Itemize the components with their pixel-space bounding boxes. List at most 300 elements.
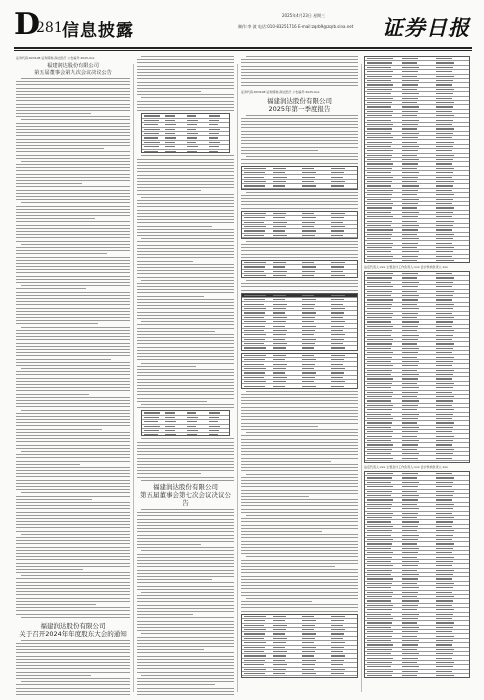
text-line — [137, 451, 234, 452]
text-line — [241, 448, 358, 449]
text-line — [21, 119, 130, 120]
text-line — [241, 137, 358, 138]
table-cell — [367, 120, 391, 121]
table-cell — [244, 262, 266, 263]
table-cell — [436, 458, 451, 459]
text-line — [16, 145, 130, 146]
text-line — [137, 525, 234, 526]
table-cell — [402, 596, 417, 597]
table-cell — [367, 508, 391, 509]
text-line — [16, 594, 130, 595]
table-cell — [436, 150, 451, 151]
financial-statement-table — [364, 56, 470, 263]
table-cell — [367, 286, 393, 287]
table-cell — [367, 449, 392, 450]
table-cell — [402, 177, 418, 178]
table-cell — [367, 146, 391, 147]
table-cell — [402, 640, 419, 641]
table-cell — [436, 427, 452, 428]
table-cell — [302, 664, 315, 665]
table-cell — [436, 357, 453, 358]
table-cell — [331, 304, 343, 305]
table-cell — [367, 409, 392, 410]
table-cell — [436, 473, 451, 474]
text-line — [16, 537, 130, 538]
text-line — [141, 509, 234, 510]
table-cell — [302, 262, 314, 263]
text-line — [137, 356, 234, 357]
table-cell — [367, 458, 393, 459]
table-cell — [244, 326, 264, 327]
table-cell — [187, 115, 196, 116]
table-cell — [367, 548, 391, 549]
text-line — [137, 531, 234, 532]
table-cell — [402, 427, 419, 428]
table-cell — [367, 574, 391, 575]
table-cell — [187, 412, 196, 413]
table-cell — [402, 513, 418, 514]
table-cell — [402, 93, 419, 94]
company-name: 福建润达股份有限公司 — [40, 621, 106, 630]
table-cell — [436, 658, 451, 659]
table-cell — [436, 221, 453, 222]
text-line — [137, 286, 234, 287]
table-cell — [402, 458, 418, 459]
text-line — [16, 598, 130, 599]
text-line — [246, 280, 358, 281]
body-text — [137, 509, 234, 696]
company-name: 福建润达股份有限公司 — [153, 483, 218, 491]
table-cell — [331, 312, 344, 313]
table-cell — [367, 636, 392, 637]
table-cell — [367, 587, 391, 588]
text-line — [137, 104, 234, 105]
table-cell — [273, 616, 286, 617]
text-line — [137, 200, 234, 201]
text-line — [137, 541, 234, 542]
table-cell — [367, 477, 392, 478]
text-line — [16, 678, 130, 679]
table-cell — [244, 168, 266, 169]
table-cell — [273, 334, 286, 335]
table-cell — [436, 84, 451, 85]
table-cell — [402, 155, 417, 156]
text-line — [137, 394, 234, 395]
table-cell — [367, 313, 393, 314]
table-cell — [402, 618, 418, 619]
text-line — [21, 575, 130, 576]
table-cell — [402, 609, 417, 610]
text-line — [241, 445, 358, 446]
table-cell — [302, 222, 315, 223]
text-line — [137, 245, 234, 246]
text-line — [241, 534, 358, 535]
table-cell — [165, 142, 175, 143]
text-line — [16, 374, 130, 375]
text-line — [137, 229, 234, 230]
table-cell — [165, 417, 174, 418]
text-line — [16, 298, 130, 299]
text-line — [241, 397, 358, 398]
table-cell — [436, 361, 452, 362]
table-cell — [402, 477, 417, 478]
table-cell — [187, 124, 197, 125]
table-cell — [165, 421, 176, 422]
text-line — [16, 362, 130, 363]
text-line — [16, 556, 130, 557]
announcement-heading: 关于召开2024年年度股东大会的通知 — [19, 629, 127, 638]
table-cell — [402, 335, 419, 336]
table-cell — [436, 313, 451, 314]
table-cell — [402, 106, 419, 107]
text-line — [137, 382, 234, 383]
table-cell — [367, 238, 391, 239]
table-cell — [436, 128, 453, 129]
table-cell — [367, 649, 392, 650]
table-cell — [436, 229, 451, 230]
table-cell — [367, 627, 391, 628]
table-cell — [331, 355, 345, 356]
table-cell — [436, 557, 453, 558]
text-line — [16, 512, 130, 513]
text-line — [241, 496, 309, 497]
table-cell — [367, 128, 392, 129]
text-line — [137, 681, 234, 682]
text-line — [16, 151, 130, 152]
table-cell — [402, 548, 419, 549]
data-table — [241, 166, 358, 190]
table-cell — [367, 418, 393, 419]
table-cell — [209, 142, 220, 143]
table-cell — [402, 146, 419, 147]
text-line — [16, 359, 111, 360]
table-cell — [367, 618, 393, 619]
text-line — [137, 184, 234, 185]
table-cell — [436, 115, 453, 116]
text-line — [246, 156, 358, 157]
text-line — [137, 579, 212, 580]
text-line — [16, 604, 96, 605]
table-cell — [367, 243, 393, 244]
text-line — [241, 257, 358, 258]
table-cell — [209, 151, 218, 152]
table-cell — [402, 658, 418, 659]
table-cell — [244, 355, 266, 356]
table-cell — [402, 339, 418, 340]
text-line — [137, 401, 207, 402]
text-line — [137, 110, 234, 111]
table-cell — [144, 142, 160, 143]
table-cell — [367, 570, 392, 571]
table-cell — [436, 587, 452, 588]
text-line — [141, 550, 234, 551]
text-line — [16, 221, 130, 222]
table-cell — [436, 159, 452, 160]
table-cell — [402, 504, 417, 505]
table-row — [365, 674, 469, 678]
table-cell — [436, 378, 451, 379]
table-cell — [367, 444, 393, 445]
text-line — [137, 261, 193, 262]
table-cell — [402, 163, 418, 164]
text-line — [16, 231, 130, 232]
table-cell — [331, 181, 345, 182]
text-line — [16, 247, 130, 248]
text-line — [16, 100, 130, 101]
table-cell — [331, 347, 345, 348]
table-cell — [244, 275, 266, 276]
text-line — [137, 646, 234, 647]
table-cell — [331, 638, 343, 639]
text-line — [241, 124, 358, 125]
text-line — [21, 640, 130, 641]
text-line — [241, 544, 358, 545]
text-line — [137, 598, 234, 599]
table-cell — [436, 574, 452, 575]
text-line — [137, 222, 234, 223]
text-line — [137, 637, 234, 638]
table-cell — [436, 365, 451, 366]
text-line — [21, 410, 130, 411]
text-line — [16, 652, 130, 653]
financial-statement-table — [364, 471, 470, 678]
text-line — [16, 505, 130, 506]
editor-line: 制作:李 波 电话:010-83251716 E-mail:zqrb9@zqrb.sina.net — [238, 24, 354, 29]
text-line — [137, 519, 234, 520]
table-cell — [436, 374, 452, 375]
table-cell — [402, 128, 417, 129]
table-cell — [367, 370, 392, 371]
text-line — [137, 566, 234, 567]
table-cell — [367, 335, 391, 336]
text-line — [137, 398, 234, 399]
text-line — [241, 244, 358, 245]
text-line — [16, 193, 130, 194]
table-cell — [367, 199, 391, 200]
table-cell — [402, 256, 418, 257]
text-line — [16, 308, 130, 309]
text-line — [16, 218, 95, 219]
table-cell — [436, 495, 452, 496]
text-line — [16, 435, 130, 436]
table-cell — [331, 386, 344, 387]
table-cell — [244, 271, 263, 272]
table-cell — [402, 383, 417, 384]
table-cell — [367, 383, 392, 384]
table-cell — [402, 216, 418, 217]
table-cell — [209, 120, 219, 121]
table-cell — [367, 440, 391, 441]
table-cell — [402, 495, 419, 496]
table-cell — [402, 574, 419, 575]
text-line — [16, 550, 130, 551]
text-line — [16, 432, 130, 433]
table-cell — [402, 592, 418, 593]
table-cell — [367, 84, 393, 85]
table-cell — [402, 98, 418, 99]
text-line — [16, 659, 130, 660]
table-cell — [367, 361, 391, 362]
table-cell — [165, 129, 175, 130]
text-line — [241, 502, 358, 503]
text-line — [137, 560, 234, 561]
table-cell — [273, 317, 287, 318]
text-line — [137, 586, 234, 587]
table-cell — [402, 286, 418, 287]
table-cell — [436, 168, 453, 169]
table-cell — [436, 71, 451, 72]
table-cell — [331, 359, 344, 360]
text-line — [137, 652, 234, 653]
text-line — [16, 110, 130, 111]
data-table — [241, 293, 358, 351]
table-cell — [302, 334, 314, 335]
table-cell — [273, 673, 285, 674]
table-cell — [273, 664, 287, 665]
announcement-title — [16, 622, 130, 638]
table-cell — [209, 124, 218, 125]
column-separator — [133, 64, 134, 692]
table-cell — [367, 111, 393, 112]
table-cell — [402, 251, 419, 252]
text-line — [241, 394, 358, 395]
table-cell — [367, 631, 393, 632]
table-cell — [402, 370, 417, 371]
table-cell — [302, 185, 316, 186]
table-cell — [367, 80, 391, 81]
text-line — [241, 560, 358, 561]
table-cell — [436, 142, 453, 143]
table-cell — [165, 426, 175, 427]
table-cell — [367, 326, 393, 327]
text-line — [241, 195, 358, 196]
table-cell — [402, 378, 418, 379]
table-cell — [436, 67, 452, 68]
table-cell — [402, 299, 418, 300]
text-line — [241, 78, 358, 79]
text-line — [137, 544, 201, 545]
table-cell — [165, 151, 176, 152]
text-line — [137, 257, 234, 258]
text-line — [137, 85, 234, 86]
text-line — [137, 312, 234, 313]
text-line — [16, 473, 130, 474]
table-cell — [144, 120, 159, 121]
table-cell — [273, 620, 285, 621]
table-cell — [402, 207, 417, 208]
table-cell — [367, 58, 393, 59]
table-cell — [302, 181, 314, 182]
text-line — [16, 547, 130, 548]
text-line — [137, 101, 234, 102]
table-cell — [367, 177, 393, 178]
text-line — [137, 649, 204, 650]
text-line — [241, 407, 358, 408]
table-cell — [331, 664, 343, 665]
table-cell — [402, 486, 418, 487]
text-line — [137, 254, 234, 255]
table-cell — [436, 539, 451, 540]
table-cell — [187, 137, 197, 138]
text-line — [16, 330, 130, 331]
table-cell — [402, 260, 417, 261]
text-line — [16, 518, 130, 519]
table-cell — [273, 647, 285, 648]
text-line — [16, 585, 130, 586]
table-cell — [436, 396, 453, 397]
text-line — [16, 454, 130, 455]
text-line — [241, 521, 358, 522]
table-cell — [187, 151, 197, 152]
table-cell — [436, 477, 453, 478]
table-cell — [436, 207, 453, 208]
text-line — [141, 592, 234, 593]
table-cell — [402, 238, 419, 239]
text-line — [16, 142, 130, 143]
table-cell — [367, 666, 391, 667]
table-cell — [302, 271, 315, 272]
text-line — [16, 499, 92, 500]
text-line — [137, 75, 234, 76]
text-line — [16, 174, 130, 175]
text-line — [241, 250, 358, 251]
table-cell — [436, 649, 453, 650]
table-cell — [331, 381, 345, 382]
table-cell — [273, 339, 285, 340]
table-cell — [302, 669, 314, 670]
table-cell — [144, 124, 159, 125]
statement-signature-line: 法定代表人:xxx 主管会计工作负责人:xxx 会计机构负责人:xxx — [364, 465, 448, 469]
text-line — [16, 672, 130, 673]
table-cell — [367, 98, 393, 99]
table-cell — [367, 491, 392, 492]
table-row — [242, 384, 357, 388]
table-cell — [436, 414, 452, 415]
table-cell — [209, 115, 220, 116]
text-line — [16, 336, 130, 337]
body-text — [241, 241, 358, 258]
text-line — [137, 359, 234, 360]
text-line — [241, 147, 358, 148]
table-cell — [244, 222, 263, 223]
text-line — [21, 368, 130, 369]
text-line — [137, 461, 234, 462]
text-line — [241, 290, 358, 291]
text-line — [137, 688, 234, 689]
table-cell — [273, 230, 285, 231]
table-cell — [402, 600, 419, 601]
text-line — [16, 502, 130, 503]
text-line — [241, 588, 358, 589]
text-line — [137, 340, 234, 341]
table-cell — [402, 159, 419, 160]
text-line — [16, 553, 130, 554]
table-cell — [209, 129, 220, 130]
text-line — [137, 694, 234, 695]
text-line — [16, 225, 130, 226]
table-cell — [302, 235, 315, 236]
table-row — [365, 259, 469, 263]
table-cell — [402, 462, 417, 463]
text-line — [241, 592, 358, 593]
table-cell — [331, 368, 345, 369]
table-cell — [165, 124, 176, 125]
table-cell — [436, 247, 453, 248]
text-line — [241, 439, 358, 440]
text-line — [241, 75, 358, 76]
text-line — [241, 541, 358, 542]
text-line — [141, 321, 234, 322]
